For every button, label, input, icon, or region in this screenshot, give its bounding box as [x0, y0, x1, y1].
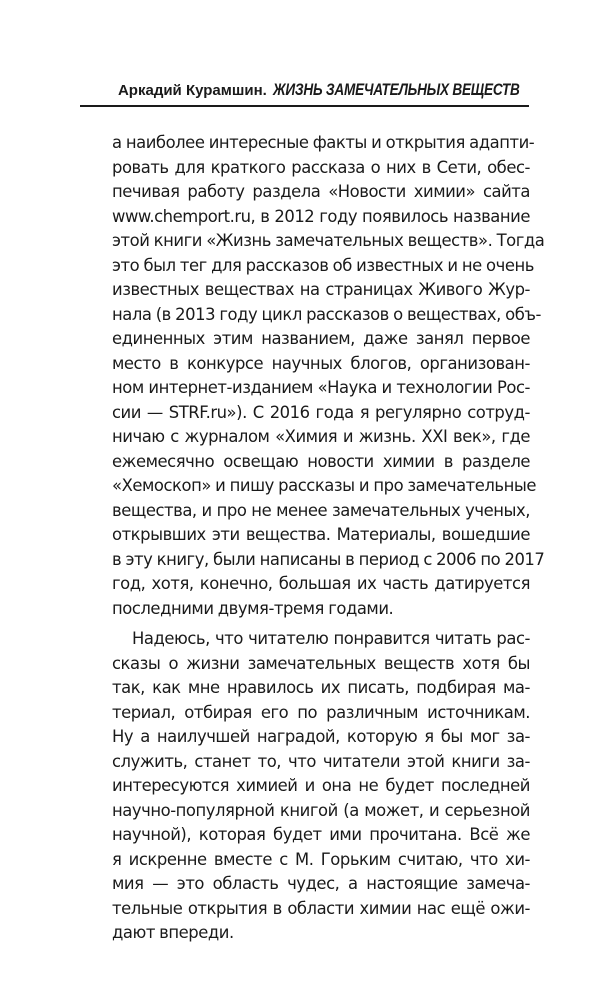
paragraph-1: [112, 131, 545, 621]
text-line: Надеюсь, что читателю понравится читать рас-: [132, 629, 530, 648]
text-line: Ну а наилучшей наградой, которую я бы мог за-: [112, 727, 530, 746]
page-body: [112, 131, 545, 946]
text-line: научно-популярной книгой (а может, и серьезной: [112, 800, 530, 820]
text-line: териал, отбирая его по различным источникам.: [112, 702, 530, 722]
header-author: Аркадий Курамшин: [117, 82, 263, 99]
text-line: единенных этим названием, даже занял первое: [112, 329, 530, 348]
text-line: ежемесячно освещаю новости химии в разделе: [112, 451, 530, 471]
text-line: дают впереди.: [112, 923, 234, 942]
text-line: я искренне вместе с М. Горьким считаю, что хи-: [112, 849, 530, 869]
text-line: а наиболее интересные факты и открытия адапти-: [112, 133, 535, 152]
text-line: ном интернет-изданием «Наука и технологии Рос-: [112, 378, 530, 397]
text-line: год, хотя, конечно, большая их часть датируется: [112, 574, 530, 593]
text-line: служить, станет то, что читатели этой книги за-: [112, 751, 530, 771]
text-line: «Хемоскоп» и пишу рассказы и про замечательные: [112, 476, 537, 495]
text-line: место в конкурсе научных блогов, организован-: [112, 353, 530, 373]
text-line: www.chemport.ru, в 2012 году появилось название: [112, 206, 530, 226]
text-line: последними двумя-тремя годами.: [112, 598, 394, 618]
header-rule: [80, 105, 529, 107]
running-header: [118, 80, 529, 100]
text-line: ничаю с журналом «Химия и жизнь. XXI век», где: [112, 427, 530, 446]
text-line: так, как мне нравилось их писать, подбирая ма-: [112, 678, 530, 697]
text-line: известных веществах на страницах Живого Жур-: [112, 280, 530, 299]
text-line: сказы о жизни замечательных веществ хотя бы: [112, 653, 530, 673]
header-book-title: ЖИЗНЬ ЗАМЕЧАТЕЛЬНЫХ ВЕЩЕСТВ: [272, 80, 520, 99]
paragraph-2: [112, 627, 530, 946]
text-line: научной), которая будет ими прочитана. Всё же: [112, 825, 530, 844]
text-line: это был тег для рассказов об известных и не очень: [112, 255, 534, 275]
text-line: интересуются химией и она не будет последней: [112, 776, 530, 795]
text-line: ровать для краткого рассказа о них в Сети, обес-: [112, 157, 530, 177]
text-line: открывших эти вещества. Материалы, вошедшие: [112, 525, 530, 544]
text-line: сии — STRF.ru»). С 2016 года я регулярно сотруд-: [112, 402, 530, 422]
text-line: вещества, и про не менее замечательных ученых,: [112, 500, 530, 520]
text-line: печивая работу раздела «Новости химии» сайта: [112, 182, 530, 201]
header-separator: .: [262, 82, 267, 99]
text-line: мия — это область чудес, а настоящие замеча-: [112, 874, 530, 893]
text-line: в эту книгу, были написаны в период с 2006 по 2017: [112, 549, 545, 569]
text-line: тельные открытия в области химии нас ещё ожи-: [112, 898, 530, 918]
text-line: этой книги «Жизнь замечательных веществ». Тогда: [112, 231, 545, 250]
text-line: нала (в 2013 году цикл рассказов о веществах, объ-: [112, 304, 542, 324]
